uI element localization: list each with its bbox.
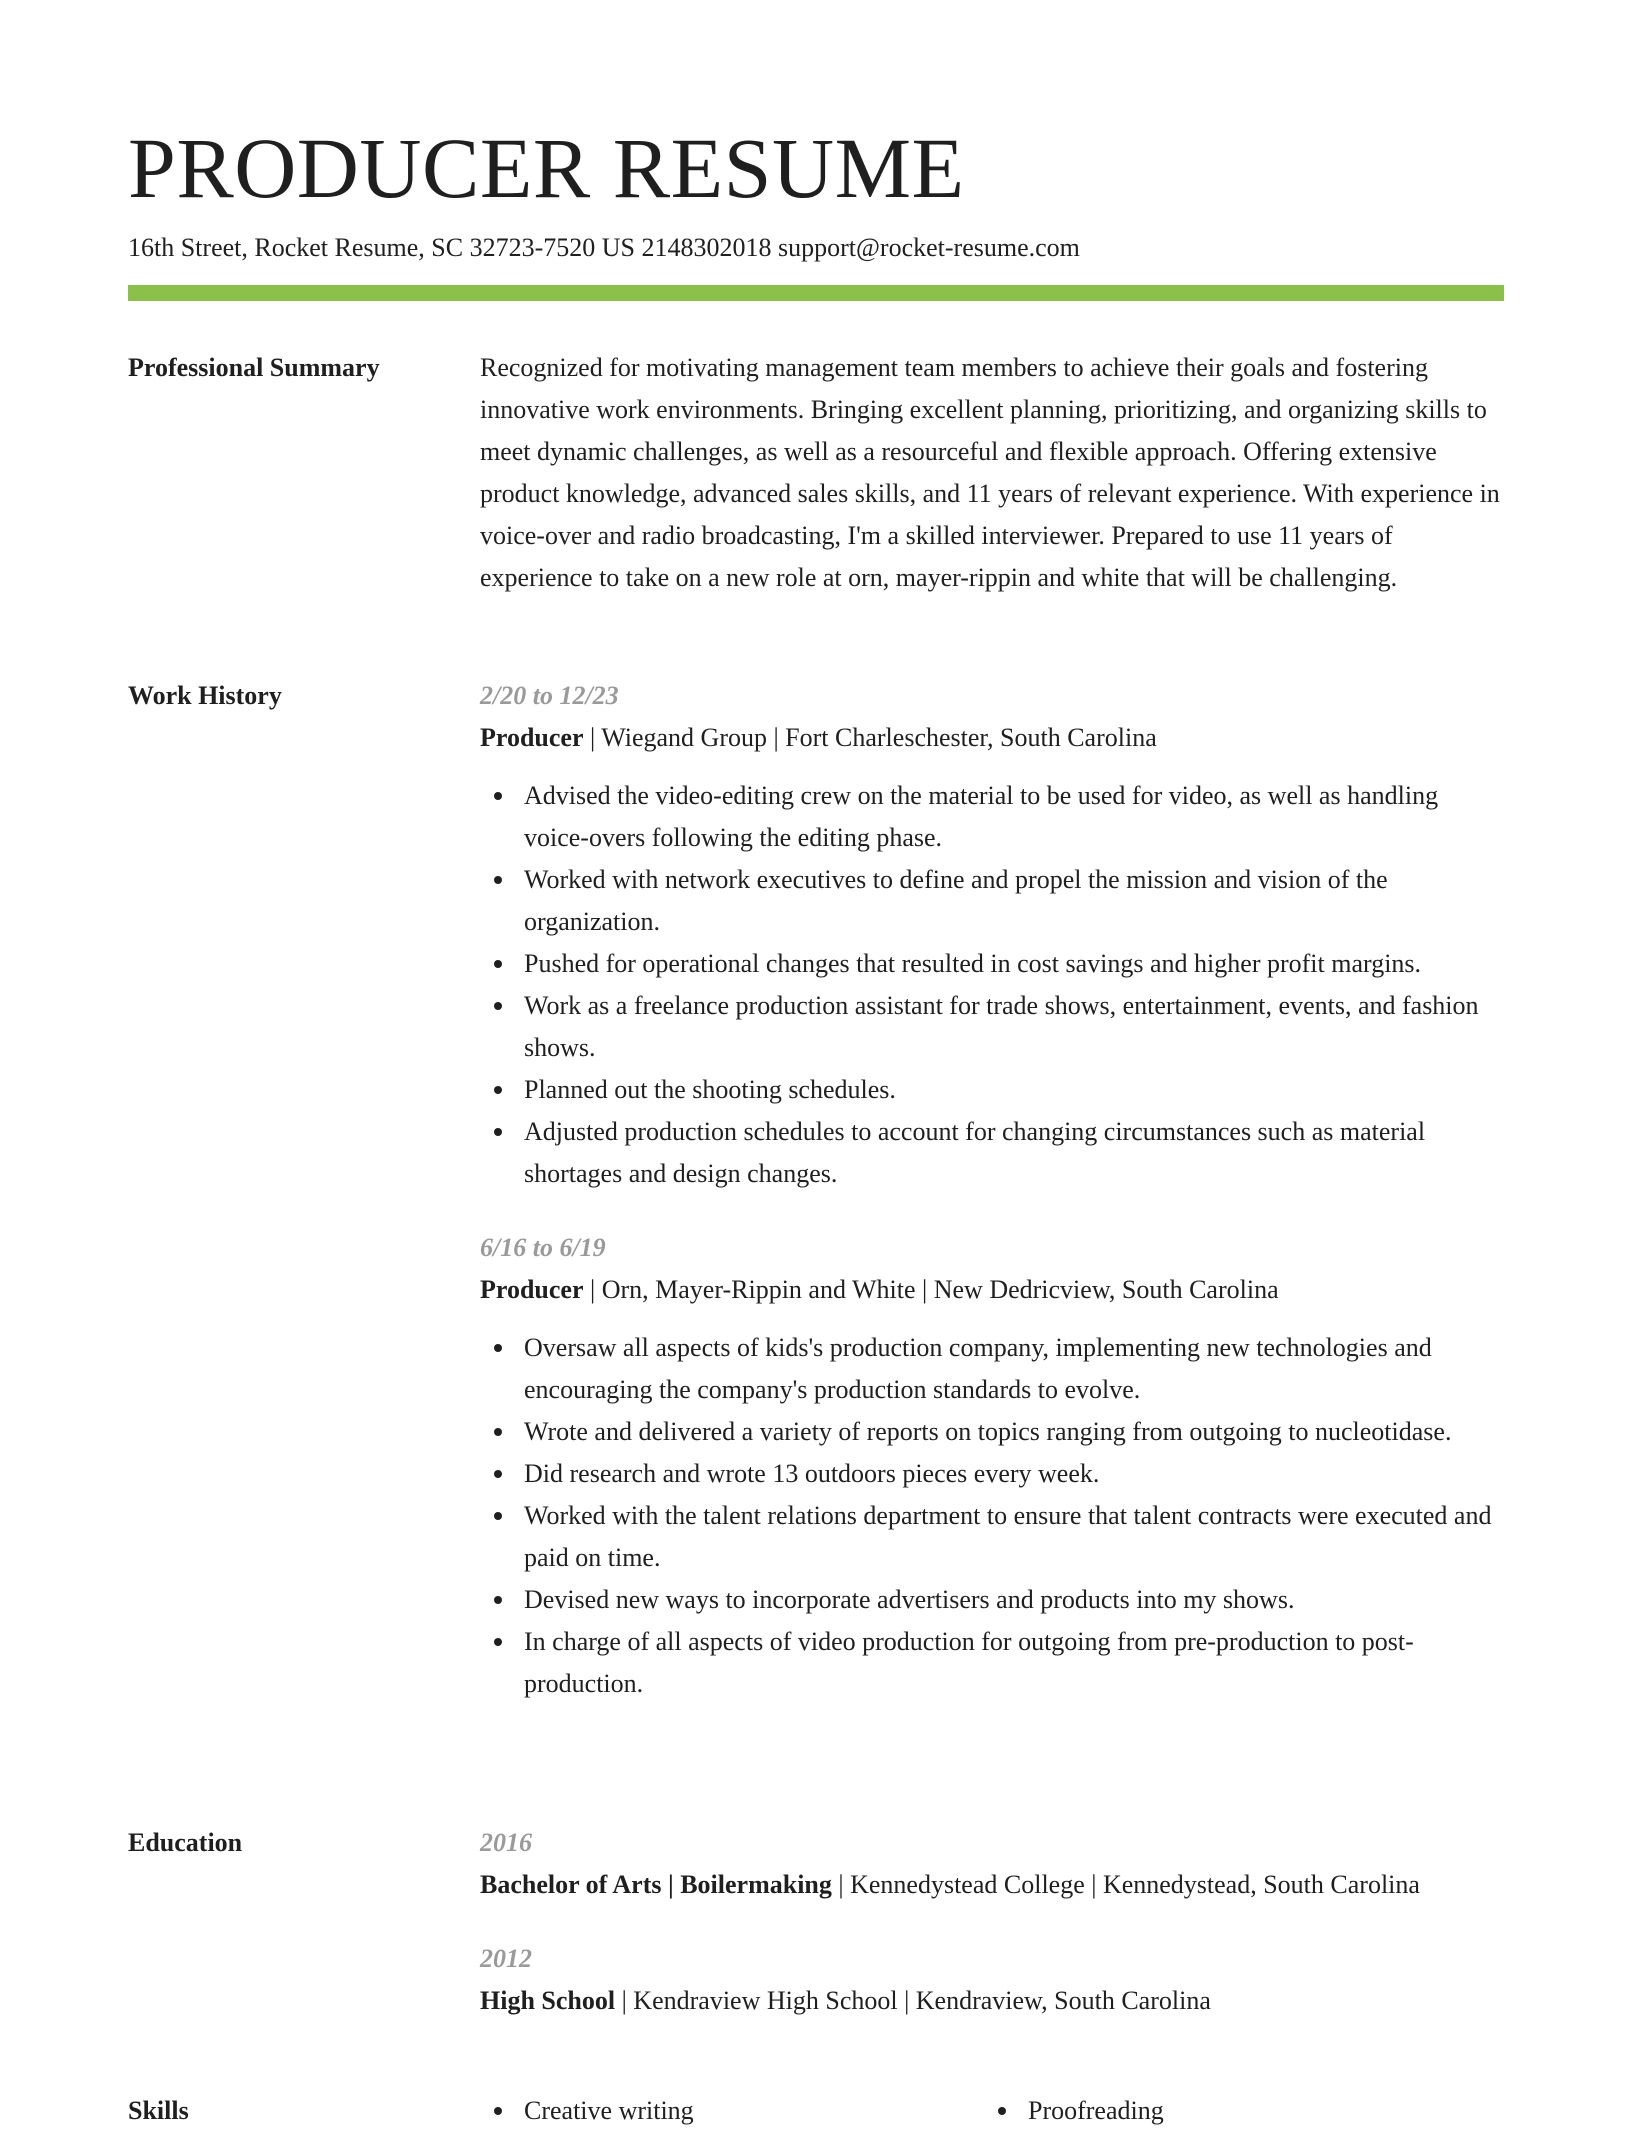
list-item: Work as a freelance production assistant for trade shows, entertainment, events, and fashion shows. (524, 985, 1504, 1069)
job-dates: 6/16 to 6/19 (480, 1233, 606, 1262)
list-item: Adjusted production schedules to account for changing circumstances such as material shortages and design changes. (524, 1111, 1504, 1195)
summary-label: Professional Summary (128, 353, 380, 382)
job-heading (480, 717, 1504, 759)
work-label: Work History (128, 681, 282, 710)
job-duties (480, 775, 1504, 1195)
job-entry (480, 1227, 1504, 1705)
list-item: Worked with network executives to define and propel the mission and vision of the organization. (524, 859, 1504, 943)
list-item: Pushed for operational changes that resulted in cost savings and higher profit margins. (524, 943, 1504, 985)
skills-body (480, 2090, 1504, 2132)
education-entry (480, 1938, 1504, 2022)
list-item: Creative writing (524, 2090, 694, 2132)
education-label: Education (128, 1828, 243, 1857)
job-details: | Orn, Mayer-Rippin and White | New Dedricview, South Carolina (583, 1275, 1279, 1304)
contact-line: 16th Street, Rocket Resume, SC 32723-7520 US 2148302018 support@rocket-resume.com (128, 233, 1080, 262)
education-degree: High School (480, 1986, 616, 2015)
list-item: Planned out the shooting schedules. (524, 1069, 1504, 1111)
education-heading (480, 1864, 1504, 1906)
list-item: Devised new ways to incorporate advertisers and products into my shows. (524, 1579, 1504, 1621)
job-dates: 2/20 to 12/23 (480, 681, 619, 710)
skills-label: Skills (128, 2096, 189, 2125)
education-year: 2016 (480, 1828, 532, 1857)
job-heading (480, 1269, 1504, 1311)
summary-text: Recognized for motivating management team members to achieve their goals and fostering innovative work environments. Bringing excellent planning, prioritizing, and organizing skills to meet dynamic challenges, as well as a resourceful and flexible approach. Offering extensive product knowledge, advanced sales skills, and 11 years of relevant experience. With experience in voice-over and radio broadcasting, I'm a skilled interviewer. Prepared to use 11 years of experience to take on a new role at orn, mayer-rippin and white that will be challenging. (480, 353, 1500, 592)
list-item: Wrote and delivered a variety of reports on topics ranging from outgoing to nucleotidase. (524, 1411, 1504, 1453)
job-duties (480, 1327, 1504, 1705)
education-details: | Kennedystead College | Kennedystead, South Carolina (831, 1870, 1420, 1899)
education-heading (480, 1980, 1504, 2022)
list-item: Proofreading (1028, 2090, 1164, 2132)
education-body (480, 1822, 1504, 2054)
list-item: Did research and wrote 13 outdoors pieces every week. (524, 1453, 1504, 1495)
job-title: Producer (480, 1275, 584, 1304)
resume-title: PRODUCER RESUME (128, 120, 965, 216)
list-item: Advised the video-editing crew on the material to be used for video, as well as handling voice-overs following the editing phase. (524, 775, 1504, 859)
list-item: In charge of all aspects of video production for outgoing from pre-production to post-production. (524, 1621, 1504, 1705)
job-title: Producer (480, 723, 584, 752)
skills-list (480, 2090, 1504, 2132)
job-entry (480, 675, 1504, 1195)
education-details: | Kendraview High School | Kendraview, South Carolina (615, 1986, 1211, 2015)
education-entry (480, 1822, 1504, 1906)
education-degree: Bachelor of Arts | Boilermaking (480, 1870, 832, 1899)
work-body (480, 675, 1504, 1737)
list-item: Worked with the talent relations department to ensure that talent contracts were executed and paid on time. (524, 1495, 1504, 1579)
summary-body (480, 347, 1504, 599)
education-year: 2012 (480, 1944, 532, 1973)
accent-rule (128, 285, 1504, 301)
job-details: | Wiegand Group | Fort Charleschester, South Carolina (583, 723, 1157, 752)
list-item: Oversaw all aspects of kids's production company, implementing new technologies and encouraging the company's production standards to evolve. (524, 1327, 1504, 1411)
